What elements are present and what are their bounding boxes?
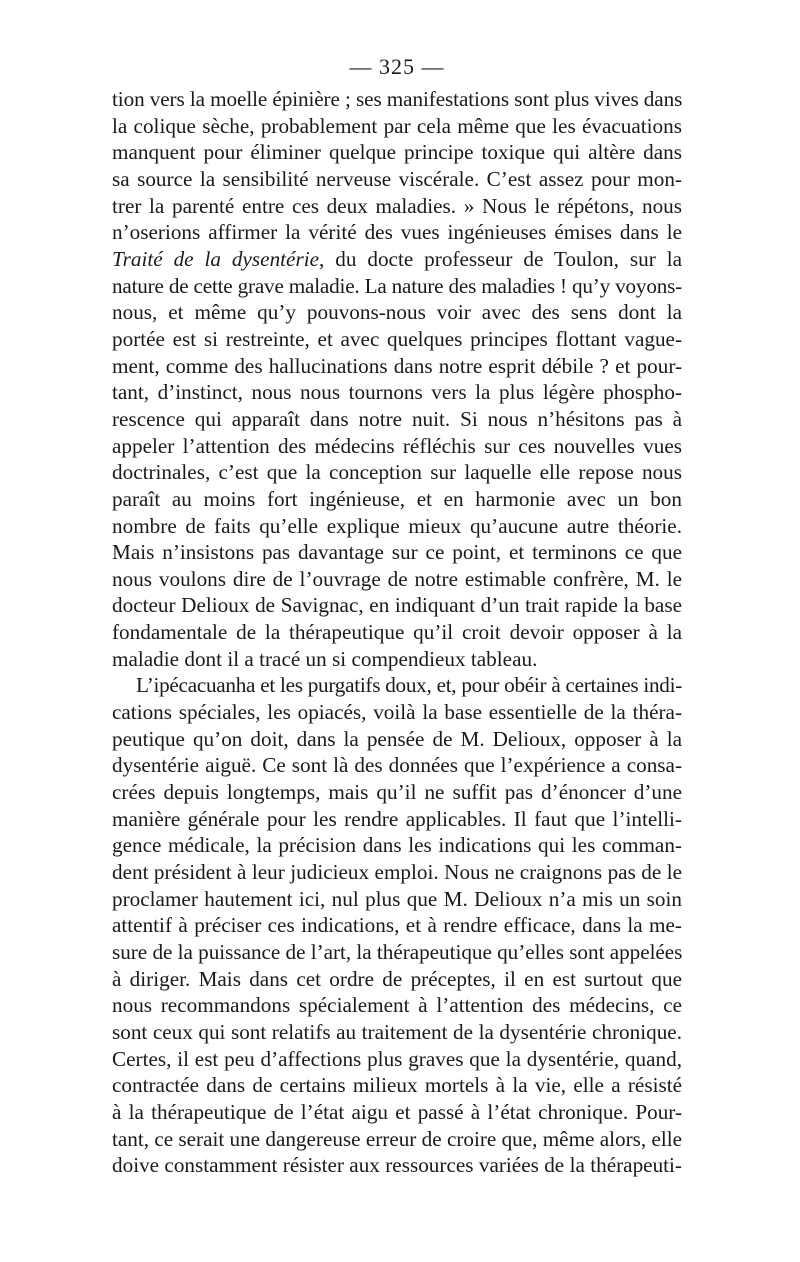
text-line: la colique sèche, probablement par cela même que les évacuations xyxy=(112,113,682,138)
paragraph-1 xyxy=(112,86,682,672)
text-line: nous recommandons spécialement à l’attention des médecins, ce xyxy=(112,993,682,1018)
text-line: trer la parenté entre ces deux maladies. » Nous le répétons, nous xyxy=(112,193,682,218)
paragraph-2 xyxy=(112,672,682,1178)
text-line: tion vers la moelle épinière ; ses manifestations sont plus vives dans xyxy=(112,87,683,111)
text-line: Mais n’insistons pas davantage sur ce point, et terminons ce que xyxy=(112,540,682,565)
text-line: sure de la puissance de l’art, la thérapeutique qu’elles sont appelées xyxy=(112,940,683,964)
text-line: appeler l’attention des médecins réfléchis sur ces nouvelles vues xyxy=(112,433,682,458)
text-line: ment, comme des hallucinations dans notre esprit débile ? et pour- xyxy=(112,353,682,378)
text-line: nous voulons dire de l’ouvrage de notre estimable confrère, M. le xyxy=(112,566,682,591)
text-line: n’oserions affirmer la vérité des vues ingénieuses émises dans le xyxy=(112,220,682,245)
text-line: doive constamment résister aux ressources variées de la thérapeuti- xyxy=(112,1153,682,1178)
text-line: manière générale pour les rendre applicables. Il faut que l’intelli- xyxy=(112,806,682,831)
book-page xyxy=(112,52,682,1179)
page-number: — 325 — xyxy=(349,54,445,79)
text-line: manquent pour éliminer quelque principe toxique qui altère dans xyxy=(112,140,682,165)
book-title: Traité de la dysentérie xyxy=(112,246,319,271)
text-line: sa source la sensibilité nerveuse viscérale. C’est assez pour mon- xyxy=(112,166,682,191)
text-line: attentif à préciser ces indications, et à rendre efficace, dans la me- xyxy=(112,913,682,938)
text-line: tant, ce serait une dangereuse erreur de croire que, même alors, elle xyxy=(112,1126,682,1151)
text-line: portée est si restreinte, et avec quelques principes flottant vague- xyxy=(112,326,682,351)
text-line: contractée dans de certains milieux mortels à la vie, elle a résisté xyxy=(112,1073,682,1098)
text-line: Certes, il est peu d’affections plus graves que la dysentérie, quand, xyxy=(112,1046,682,1071)
text-line: sont ceux qui sont relatifs au traitement de la dysentérie chronique. xyxy=(112,1019,682,1044)
text-line: à la thérapeutique de l’état aigu et passé à l’état chronique. Pour- xyxy=(112,1099,682,1124)
text-line: paraît au moins fort ingénieuse, et en harmonie avec un bon xyxy=(112,486,682,511)
text-line: dysentérie aiguë. Ce sont là des données que l’expérience a consa- xyxy=(112,753,682,778)
text-line: tant, d’instinct, nous nous tournons vers la plus légère phospho- xyxy=(112,380,682,405)
text-line: rescence qui apparaît dans notre nuit. Si nous n’hésitons pas à xyxy=(112,406,682,431)
text-line: fondamentale de la thérapeutique qu’il croit devoir opposer à la xyxy=(112,620,682,645)
text-line: docteur Delioux de Savignac, en indiquant d’un trait rapide la base xyxy=(112,593,682,618)
text-line: à diriger. Mais dans cet ordre de préceptes, il en est surtout que xyxy=(112,966,682,991)
text-line: gence médicale, la précision dans les indications qui les comman- xyxy=(112,833,682,858)
text-line: nature de cette grave maladie. La nature des maladies ! qu’y voyons- xyxy=(112,273,682,298)
text-line: doctrinales, c’est que la conception sur laquelle elle repose nous xyxy=(112,460,682,485)
text-line: L’ipécacuanha et les purgatifs doux, et, pour obéir à certaines indi- xyxy=(136,673,682,698)
text-line: dent président à leur judicieux emploi. Nous ne craignons pas de le xyxy=(112,860,682,885)
text-line: nombre de faits qu’elle explique mieux qu’aucune autre théorie. xyxy=(112,513,682,538)
text-line: Traité de la dysentérie, du docte professeur de Toulon, sur la xyxy=(112,246,682,271)
text-line: peutique qu’on doit, dans la pensée de M. Delioux, opposer à la xyxy=(112,726,682,751)
text-line: nous, et même qu’y pouvons-nous voir avec des sens dont la xyxy=(112,300,682,325)
text-line: proclamer hautement ici, nul plus que M. Delioux n’a mis un soin xyxy=(112,886,682,911)
text-line: maladie dont il a tracé un si compendieux tableau. xyxy=(112,646,538,671)
text-line: cations spéciales, les opiacés, voilà la base essentielle de la théra- xyxy=(112,700,682,725)
text-line: crées depuis longtemps, mais qu’il ne suffit pas d’énoncer d’une xyxy=(112,780,682,805)
